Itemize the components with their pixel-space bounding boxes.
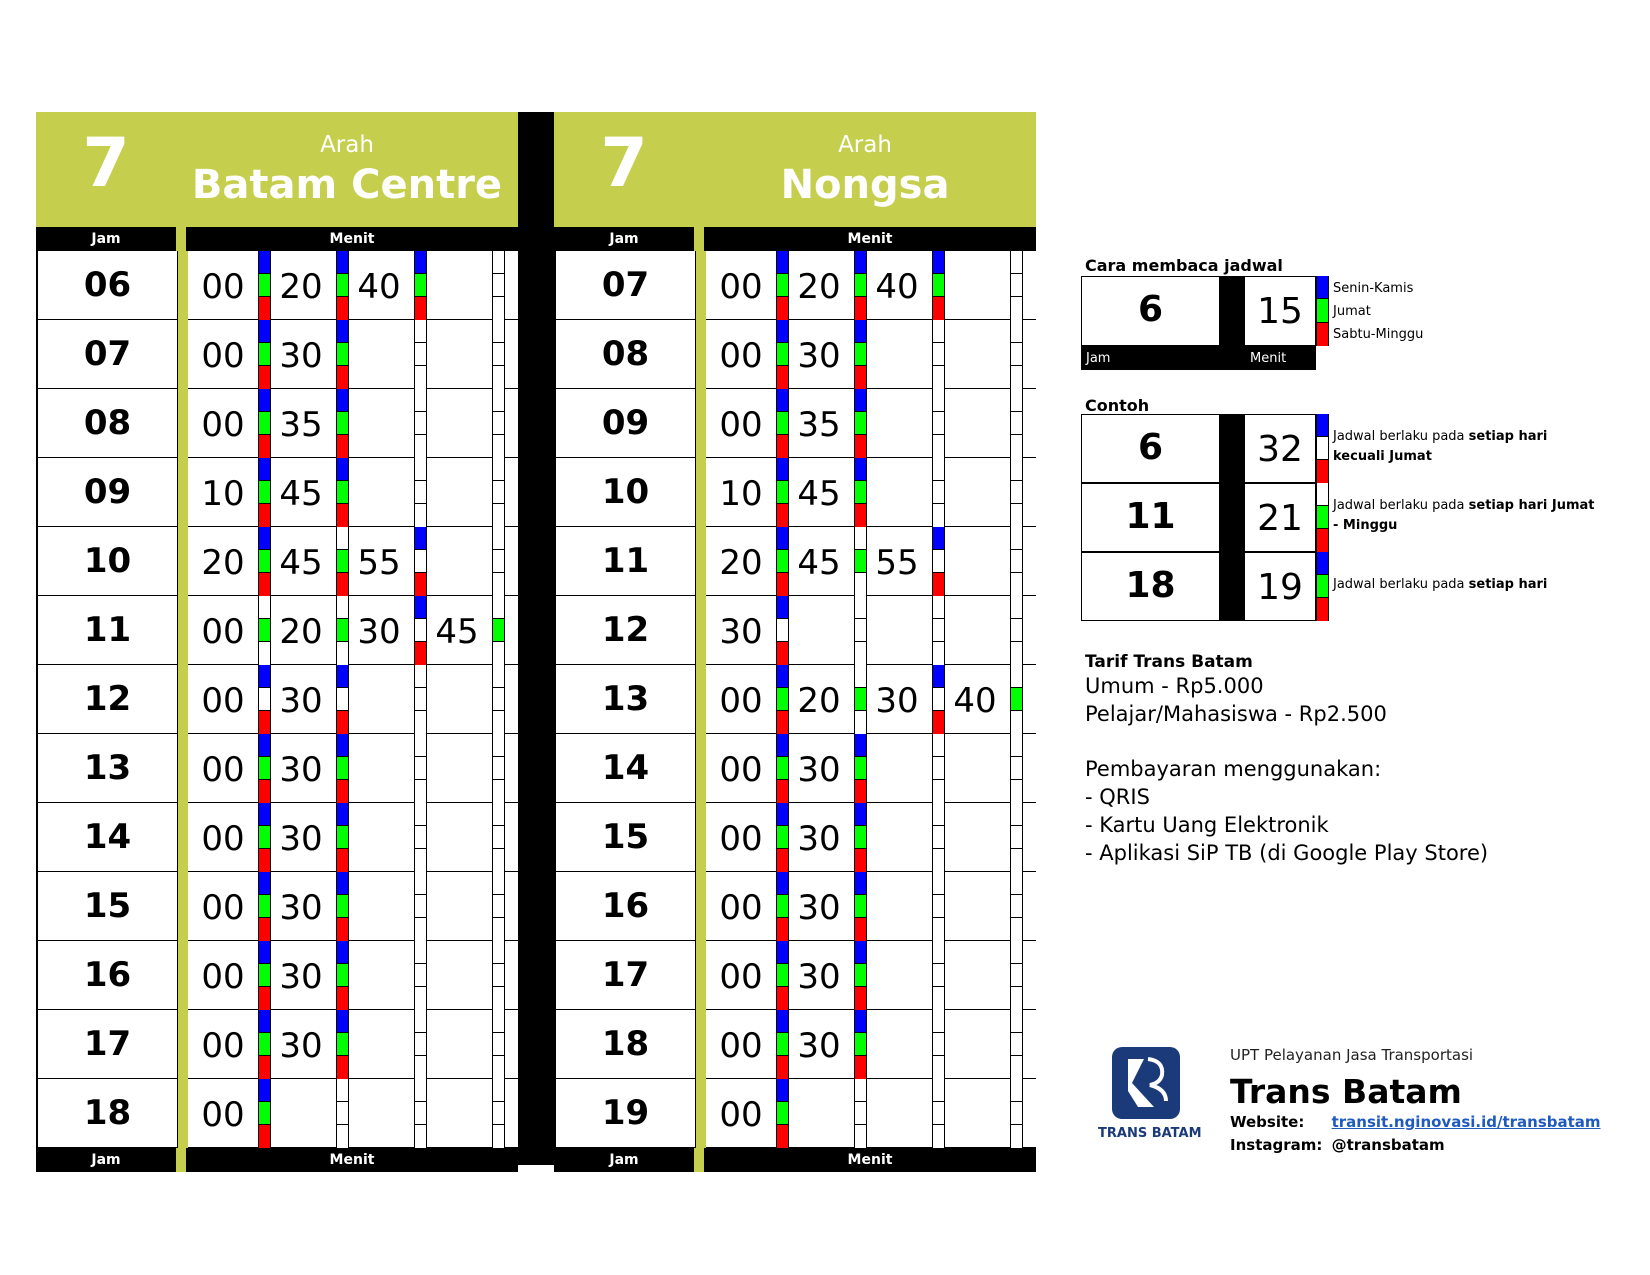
table-row xyxy=(556,251,1036,320)
minute-cell xyxy=(862,1079,932,1148)
table-row xyxy=(556,1010,1036,1079)
hour-cell: 08 xyxy=(556,320,696,389)
hour-cell: 17 xyxy=(556,941,696,1010)
minute-cell xyxy=(862,734,932,803)
column-header-bottom xyxy=(36,1148,518,1172)
minute-cell: 00 xyxy=(719,888,763,928)
minute-cell xyxy=(940,389,1010,458)
fare-pelajar: Pelajar/Mahasiswa - Rp2.500 xyxy=(1085,702,1387,726)
minute-cell: 45 xyxy=(797,474,841,514)
example-divider xyxy=(1220,552,1244,621)
minute-cell xyxy=(422,527,492,596)
example-divider xyxy=(1220,414,1244,483)
minute-cell xyxy=(344,1079,414,1148)
day-flag xyxy=(492,320,505,389)
day-flag xyxy=(1010,872,1023,941)
minute-cell xyxy=(940,734,1010,803)
col-menit: Menit xyxy=(847,1152,893,1168)
minute-cell: 30 xyxy=(797,750,841,790)
example-minute-cell xyxy=(1244,414,1316,483)
day-flag xyxy=(1316,552,1329,621)
minute-cell: 30 xyxy=(719,612,763,652)
hour-cell: 13 xyxy=(38,734,178,803)
table-row xyxy=(556,320,1036,389)
example-note xyxy=(1333,427,1603,467)
minute-cell xyxy=(862,941,932,1010)
minute-cell xyxy=(940,872,1010,941)
example-hour: 6 xyxy=(1137,427,1164,468)
example-hour-cell xyxy=(1081,483,1220,552)
table-row xyxy=(556,941,1036,1010)
minute-cell xyxy=(422,665,492,734)
minute-cell: 30 xyxy=(279,957,323,997)
hour-cell: 10 xyxy=(556,458,696,527)
minute-cell: 00 xyxy=(201,1095,245,1135)
hour-cell: 09 xyxy=(556,389,696,458)
day-flag xyxy=(1316,414,1329,483)
minute-cell xyxy=(940,527,1010,596)
day-flag xyxy=(492,1010,505,1079)
minute-cell xyxy=(784,1079,854,1148)
table-row xyxy=(556,458,1036,527)
minute-cell xyxy=(422,872,492,941)
legend-hour: 6 xyxy=(1137,289,1164,330)
minute-cell: 55 xyxy=(357,543,401,583)
payment-title: Pembayaran menggunakan: xyxy=(1085,757,1382,781)
minute-cell xyxy=(422,941,492,1010)
hour-cell: 07 xyxy=(38,320,178,389)
timetable-batam-centre xyxy=(36,112,518,1172)
hour-cell: 11 xyxy=(556,527,696,596)
minute-cell: 30 xyxy=(279,336,323,376)
minute-cell: 20 xyxy=(797,267,841,307)
minute-cell: 20 xyxy=(201,543,245,583)
table-row xyxy=(38,803,518,872)
minute-cell xyxy=(422,1079,492,1148)
column-header-top xyxy=(554,227,1036,251)
minute-cell: 00 xyxy=(719,819,763,859)
table-row xyxy=(38,1079,518,1148)
minute-cell xyxy=(344,665,414,734)
minute-cell xyxy=(940,941,1010,1010)
instagram-row xyxy=(1230,1136,1445,1154)
minute-cell: 00 xyxy=(719,336,763,376)
example-hour: 18 xyxy=(1125,565,1176,606)
direction-name: Nongsa xyxy=(780,162,950,208)
payment-qris: - QRIS xyxy=(1085,785,1150,809)
minute-cell xyxy=(344,734,414,803)
schedule-rows xyxy=(36,251,518,1148)
panel-header xyxy=(36,112,518,227)
minute-cell: 20 xyxy=(279,612,323,652)
table-row xyxy=(556,665,1036,734)
minute-cell: 20 xyxy=(279,267,323,307)
minute-cell xyxy=(422,389,492,458)
day-flag xyxy=(1010,596,1023,665)
hour-cell: 17 xyxy=(38,1010,178,1079)
table-row xyxy=(38,941,518,1010)
example-note-text: Jadwal berlaku pada xyxy=(1333,577,1469,592)
day-flag xyxy=(492,803,505,872)
minute-cell xyxy=(940,596,1010,665)
legend-hour-cell xyxy=(1081,276,1220,346)
minute-cell xyxy=(422,734,492,803)
minute-cell: 30 xyxy=(279,1026,323,1066)
route-number: 7 xyxy=(82,124,130,203)
day-flag xyxy=(1010,1079,1023,1148)
day-flag xyxy=(1010,389,1023,458)
minute-cell xyxy=(862,872,932,941)
legend-day-3: Sabtu-Minggu xyxy=(1333,327,1424,342)
website-row xyxy=(1230,1113,1601,1131)
hour-cell: 15 xyxy=(38,872,178,941)
day-flag xyxy=(1010,320,1023,389)
table-row xyxy=(556,596,1036,665)
minute-cell: 30 xyxy=(279,750,323,790)
minute-cell: 20 xyxy=(719,543,763,583)
instagram-handle: @transbatam xyxy=(1331,1136,1445,1154)
day-flag xyxy=(492,596,505,665)
panel-header xyxy=(554,112,1036,227)
col-menit: Menit xyxy=(847,231,893,247)
minute-cell: 30 xyxy=(279,681,323,721)
minute-cell: 00 xyxy=(201,336,245,376)
panel-divider xyxy=(518,112,554,1165)
minute-cell xyxy=(344,941,414,1010)
table-row xyxy=(38,1010,518,1079)
minute-cell xyxy=(940,251,1010,320)
fare-umum: Umum - Rp5.000 xyxy=(1085,674,1264,698)
hour-cell: 11 xyxy=(38,596,178,665)
minute-cell xyxy=(344,803,414,872)
minute-cell: 00 xyxy=(201,888,245,928)
trans-batam-logo-icon xyxy=(1108,1043,1188,1123)
hour-cell: 14 xyxy=(556,734,696,803)
example-minute-cell xyxy=(1244,552,1316,621)
day-flag xyxy=(1010,1010,1023,1079)
route-number: 7 xyxy=(600,124,648,203)
table-row xyxy=(556,872,1036,941)
minute-cell xyxy=(422,458,492,527)
minute-cell: 00 xyxy=(719,1026,763,1066)
hour-cell: 09 xyxy=(38,458,178,527)
payment-card: - Kartu Uang Elektronik xyxy=(1085,813,1329,837)
example-hour: 11 xyxy=(1125,496,1176,537)
minute-cell: 30 xyxy=(357,612,401,652)
legend-day-2: Jumat xyxy=(1333,304,1371,319)
minute-cell xyxy=(940,1079,1010,1148)
day-flag xyxy=(492,665,505,734)
minute-cell: 00 xyxy=(201,405,245,445)
minute-cell xyxy=(862,389,932,458)
col-jam: Jam xyxy=(609,1152,639,1168)
minute-cell: 00 xyxy=(719,1095,763,1135)
example-minute: 21 xyxy=(1257,498,1303,539)
minute-cell: 30 xyxy=(279,888,323,928)
minute-cell: 55 xyxy=(875,543,919,583)
day-flag xyxy=(492,389,505,458)
day-flag xyxy=(1010,251,1023,320)
minute-cell: 45 xyxy=(797,543,841,583)
example-note xyxy=(1333,496,1603,536)
legend-cap-jam: Jam xyxy=(1086,351,1111,366)
table-row xyxy=(38,251,518,320)
day-flag xyxy=(492,527,505,596)
legend-divider xyxy=(1220,276,1244,370)
hour-cell: 16 xyxy=(38,941,178,1010)
table-row xyxy=(556,734,1036,803)
minute-cell: 00 xyxy=(719,750,763,790)
direction-label: Arah xyxy=(838,132,892,158)
minute-cell: 00 xyxy=(719,405,763,445)
column-header-top xyxy=(36,227,518,251)
day-flag xyxy=(1010,458,1023,527)
minute-cell: 45 xyxy=(279,474,323,514)
table-row xyxy=(38,320,518,389)
minute-cell: 20 xyxy=(797,681,841,721)
minute-cell: 30 xyxy=(797,957,841,997)
col-menit: Menit xyxy=(329,231,375,247)
hour-cell: 07 xyxy=(556,251,696,320)
example-note-emphasis: setiap hari xyxy=(1468,577,1548,592)
fare-title: Tarif Trans Batam xyxy=(1085,652,1253,672)
direction-name: Batam Centre xyxy=(191,162,503,208)
minute-cell xyxy=(784,596,854,665)
table-row xyxy=(38,527,518,596)
example-note-text: Jadwal berlaku pada xyxy=(1333,429,1469,444)
minute-cell xyxy=(422,320,492,389)
minute-cell xyxy=(422,803,492,872)
brand-name: Trans Batam xyxy=(1230,1072,1462,1111)
col-menit: Menit xyxy=(329,1152,375,1168)
timetable-nongsa xyxy=(554,112,1036,1172)
day-flag xyxy=(492,941,505,1010)
minute-cell: 00 xyxy=(719,681,763,721)
minute-cell: 10 xyxy=(201,474,245,514)
hour-cell: 08 xyxy=(38,389,178,458)
example-note xyxy=(1333,575,1603,595)
minute-cell xyxy=(940,1010,1010,1079)
table-row xyxy=(556,1079,1036,1148)
minute-cell xyxy=(862,596,932,665)
day-flag xyxy=(1010,803,1023,872)
col-jam: Jam xyxy=(609,231,639,247)
minute-cell: 40 xyxy=(875,267,919,307)
minute-cell: 30 xyxy=(797,1026,841,1066)
website-link[interactable]: transit.nginovasi.id/transbatam xyxy=(1331,1113,1601,1131)
day-flag xyxy=(1316,483,1329,552)
minute-cell: 00 xyxy=(201,681,245,721)
minute-cell xyxy=(862,1010,932,1079)
hour-cell: 15 xyxy=(556,803,696,872)
minute-cell xyxy=(940,458,1010,527)
example-minute-cell xyxy=(1244,483,1316,552)
example-hour-cell xyxy=(1081,552,1220,621)
minute-cell: 00 xyxy=(201,267,245,307)
minute-cell xyxy=(344,458,414,527)
table-row xyxy=(556,389,1036,458)
hour-cell: 06 xyxy=(38,251,178,320)
hour-cell: 19 xyxy=(556,1079,696,1148)
day-flag xyxy=(1010,665,1023,734)
website-label: Website: xyxy=(1230,1113,1305,1131)
minute-cell: 35 xyxy=(797,405,841,445)
instagram-label: Instagram: xyxy=(1230,1136,1323,1154)
minute-cell xyxy=(862,803,932,872)
minute-cell xyxy=(344,1010,414,1079)
hour-cell: 18 xyxy=(556,1010,696,1079)
example-title: Contoh xyxy=(1085,396,1150,415)
table-row xyxy=(38,389,518,458)
day-flag xyxy=(492,734,505,803)
minute-cell: 00 xyxy=(719,957,763,997)
brand-subtitle: UPT Pelayanan Jasa Transportasi xyxy=(1230,1046,1474,1064)
day-flag xyxy=(492,251,505,320)
day-flag xyxy=(1010,734,1023,803)
minute-cell: 30 xyxy=(875,681,919,721)
minute-cell: 10 xyxy=(719,474,763,514)
example-note-emphasis: setiap hari Jumat - Minggu xyxy=(1333,498,1595,533)
day-flag xyxy=(492,458,505,527)
minute-cell xyxy=(940,803,1010,872)
minute-cell: 30 xyxy=(797,336,841,376)
example-note-text: Jadwal berlaku pada xyxy=(1333,498,1469,513)
legend-day-1: Senin-Kamis xyxy=(1333,281,1414,296)
minute-cell xyxy=(344,389,414,458)
hour-cell: 13 xyxy=(556,665,696,734)
minute-cell: 30 xyxy=(797,819,841,859)
day-flag xyxy=(492,1079,505,1148)
table-row xyxy=(38,734,518,803)
payment-app: - Aplikasi SiP TB (di Google Play Store) xyxy=(1085,841,1489,865)
minute-cell xyxy=(344,872,414,941)
minute-cell: 30 xyxy=(279,819,323,859)
schedule-rows xyxy=(554,251,1036,1148)
table-row xyxy=(556,803,1036,872)
minute-cell: 00 xyxy=(201,1026,245,1066)
minute-cell xyxy=(422,1010,492,1079)
legend-minute-cell xyxy=(1244,276,1316,346)
legend-day-flag xyxy=(1316,276,1329,346)
minute-cell: 45 xyxy=(279,543,323,583)
table-row xyxy=(38,458,518,527)
hour-cell: 16 xyxy=(556,872,696,941)
example-note-emphasis: setiap hari kecuali Jumat xyxy=(1333,429,1548,464)
table-row xyxy=(38,596,518,665)
minute-cell: 00 xyxy=(201,819,245,859)
legend-title: Cara membaca jadwal xyxy=(1085,256,1283,275)
table-row xyxy=(556,527,1036,596)
minute-cell: 00 xyxy=(201,612,245,652)
minute-cell: 40 xyxy=(357,267,401,307)
hour-cell: 12 xyxy=(38,665,178,734)
legend-minute: 15 xyxy=(1257,291,1303,332)
day-flag xyxy=(1010,941,1023,1010)
hour-cell: 18 xyxy=(38,1079,178,1148)
example-minute: 19 xyxy=(1257,567,1303,608)
logo-wordmark: TRANS BATAM xyxy=(1098,1126,1202,1141)
table-row xyxy=(38,665,518,734)
minute-cell xyxy=(344,320,414,389)
legend-cap-menit: Menit xyxy=(1250,351,1287,366)
col-jam: Jam xyxy=(91,231,121,247)
minute-cell: 30 xyxy=(797,888,841,928)
hour-cell: 14 xyxy=(38,803,178,872)
day-flag xyxy=(492,872,505,941)
minute-cell xyxy=(940,320,1010,389)
minute-cell xyxy=(862,320,932,389)
minute-cell: 00 xyxy=(201,750,245,790)
day-flag xyxy=(1010,527,1023,596)
minute-cell: 00 xyxy=(719,267,763,307)
minute-cell: 35 xyxy=(279,405,323,445)
minute-cell xyxy=(266,1079,336,1148)
minute-cell xyxy=(862,458,932,527)
minute-cell: 40 xyxy=(953,681,997,721)
table-row xyxy=(38,872,518,941)
hour-cell: 12 xyxy=(556,596,696,665)
minute-cell xyxy=(422,251,492,320)
col-jam: Jam xyxy=(91,1152,121,1168)
example-divider xyxy=(1220,483,1244,552)
direction-label: Arah xyxy=(320,132,374,158)
example-hour-cell xyxy=(1081,414,1220,483)
minute-cell: 00 xyxy=(201,957,245,997)
minute-cell: 45 xyxy=(435,612,479,652)
example-minute: 32 xyxy=(1257,429,1303,470)
hour-cell: 10 xyxy=(38,527,178,596)
column-header-bottom xyxy=(554,1148,1036,1172)
